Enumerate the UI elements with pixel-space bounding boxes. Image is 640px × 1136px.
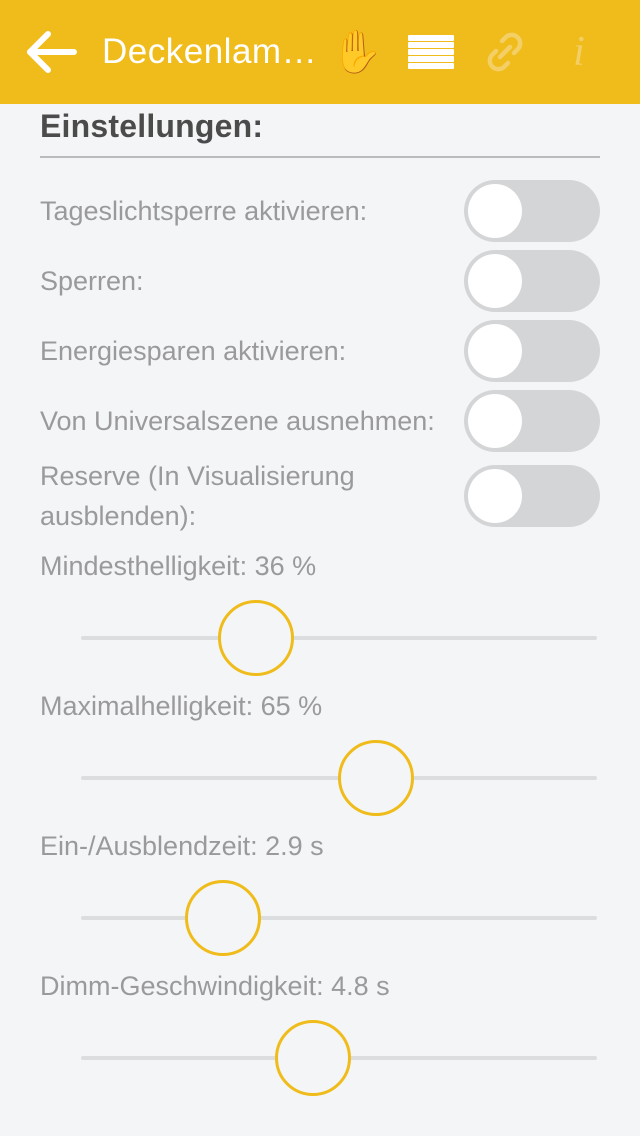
setting-row-energy-saving[interactable]	[40, 316, 600, 386]
toggle-exclude-universal-scene[interactable]	[464, 390, 600, 452]
toggle-energy-saving[interactable]	[464, 320, 600, 382]
slider-block-min-brightness	[40, 546, 600, 676]
slider-thumb[interactable]	[218, 600, 294, 676]
top-app-bar	[0, 0, 640, 104]
slider-block-fade-time	[40, 826, 600, 956]
slider-max-brightness[interactable]	[43, 740, 597, 816]
setting-label: Energiesparen aktivieren:	[40, 336, 347, 366]
settings-content	[0, 104, 640, 1136]
setting-label: Reserve (In Visualisierung ausblenden):	[40, 461, 355, 531]
setting-row-reserve[interactable]	[40, 456, 600, 536]
slider-label: Maximalhelligkeit: 65 %	[40, 691, 323, 721]
toggle-knob	[468, 469, 522, 523]
toggle-knob	[468, 254, 522, 308]
slider-label: Dimm-Geschwindigkeit: 4.8 s	[40, 971, 390, 1001]
toggle-daylight-lock[interactable]	[464, 180, 600, 242]
toggle-knob	[468, 184, 522, 238]
slider-thumb[interactable]	[185, 880, 261, 956]
setting-label: Von Universalszene ausnehmen:	[40, 406, 435, 436]
hand-icon[interactable]	[320, 20, 394, 84]
hand-glyph: ✋	[330, 28, 384, 75]
toggle-lock[interactable]	[464, 250, 600, 312]
slider-block-max-brightness	[40, 686, 600, 816]
back-arrow-icon[interactable]	[24, 24, 80, 80]
link-icon[interactable]	[468, 20, 542, 84]
slider-block-dim-speed	[40, 966, 600, 1096]
slider-thumb[interactable]	[338, 740, 414, 816]
section-title: Einstellungen:	[40, 108, 264, 144]
setting-label: Sperren:	[40, 266, 144, 296]
hamburger-icon[interactable]	[394, 20, 468, 84]
setting-label: Tageslichtsperre aktivieren:	[40, 196, 368, 226]
slider-dim-speed[interactable]	[43, 1020, 597, 1096]
info-icon[interactable]	[542, 20, 616, 84]
slider-thumb[interactable]	[275, 1020, 351, 1096]
slider-label: Mindesthelligkeit: 36 %	[40, 551, 317, 581]
info-glyph: i	[573, 29, 585, 75]
setting-row-lock[interactable]	[40, 246, 600, 316]
slider-track	[81, 636, 597, 640]
slider-track	[81, 916, 597, 920]
slider-label: Ein-/Ausblendzeit: 2.9 s	[40, 831, 324, 861]
page-title: Deckenlam…	[102, 32, 318, 71]
slider-min-brightness[interactable]	[43, 600, 597, 676]
hamburger-glyph	[408, 35, 454, 69]
toggle-knob	[468, 324, 522, 378]
toggle-reserve[interactable]	[464, 465, 600, 527]
topbar-actions	[320, 20, 616, 84]
toggle-knob	[468, 394, 522, 448]
setting-row-daylight-lock[interactable]	[40, 176, 600, 246]
setting-row-exclude-universal-scene[interactable]	[40, 386, 600, 456]
title-divider	[40, 156, 600, 158]
slider-fade-time[interactable]	[43, 880, 597, 956]
